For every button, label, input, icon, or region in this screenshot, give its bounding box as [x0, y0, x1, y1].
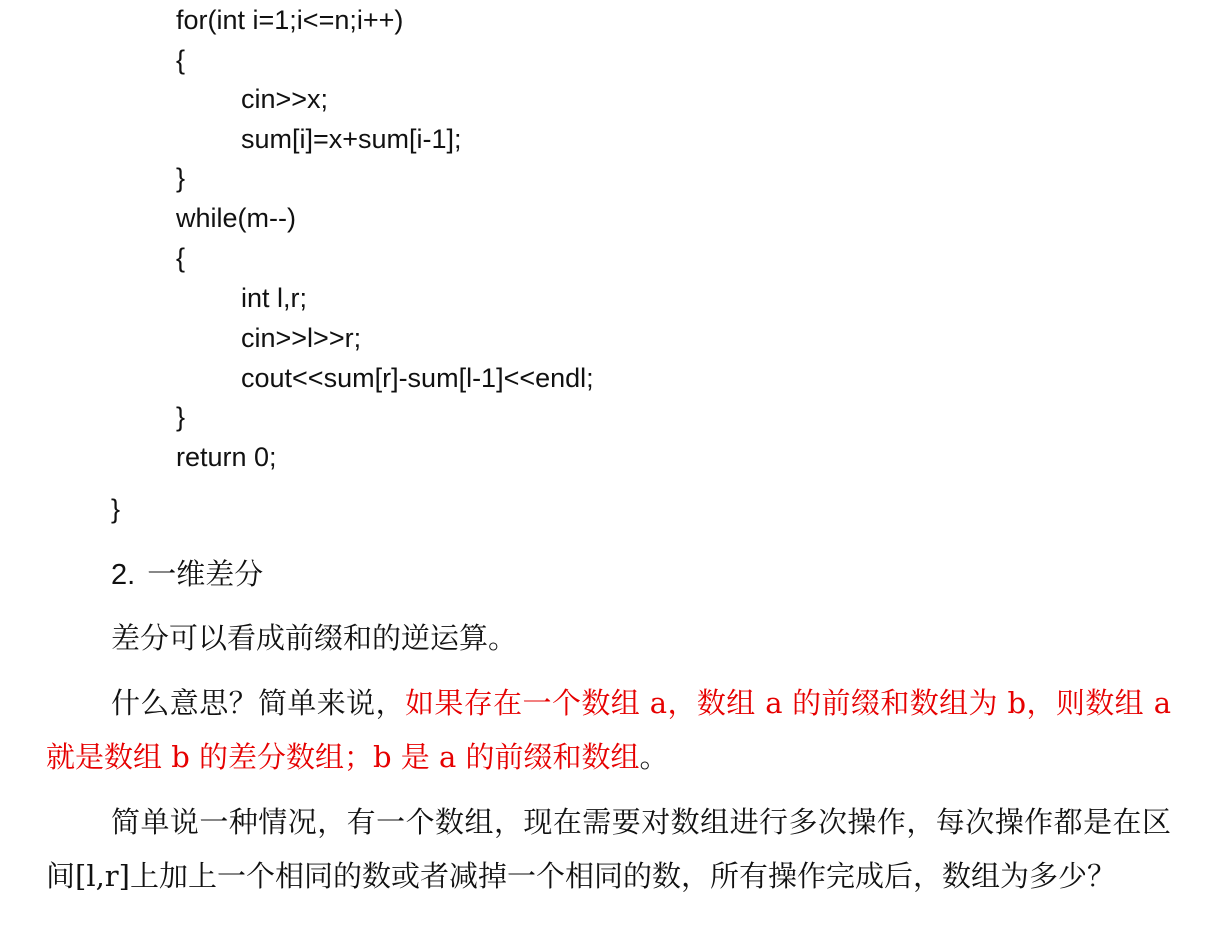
code-line-cin-x: cin>>x;	[241, 84, 329, 114]
section-title: 一维差分	[147, 557, 264, 591]
paragraph-2-lead: 什么意思？简单来说，	[111, 686, 405, 720]
code-line-return: return 0;	[176, 442, 277, 472]
paragraph-3: 简单说一种情况，有一个数组，现在需要对数组进行多次操作，每次操作都是在区间[l,r]上加上一个相同的数或者减掉一个相同的数，所有操作完成后，数组为多少？	[46, 805, 1171, 893]
section-number: 2.	[111, 559, 136, 591]
code-line-sum: sum[i]=x+sum[i-1];	[241, 124, 462, 154]
section-heading	[111, 552, 263, 597]
code-line-int-lr: int l,r;	[241, 283, 308, 313]
paragraph-2	[46, 676, 1171, 784]
paragraph-2-tail: 。	[639, 740, 669, 774]
paragraph-2-highlight: 如果存在一个数组 a，数组 a 的前缀和数组为 b，则数组 a 就是数组 b 的差分数组；b 是 a 的前缀和数组	[46, 686, 1171, 774]
code-line-while: while(m--)	[176, 203, 296, 233]
code-line-final-brace: }	[111, 494, 121, 524]
paragraph-1: 差分可以看成前缀和的逆运算。	[111, 621, 518, 655]
code-line-close-brace: }	[176, 163, 186, 193]
code-line-cin-lr: cin>>l>>r;	[241, 323, 362, 353]
code-line-for: for(int i=1;i<=n;i++)	[176, 5, 404, 35]
code-line-close-brace: }	[176, 402, 186, 432]
code-line-open-brace: {	[176, 243, 186, 273]
code-line-cout: cout<<sum[r]-sum[l-1]<<endl;	[241, 363, 594, 393]
code-line-open-brace: {	[176, 45, 186, 75]
